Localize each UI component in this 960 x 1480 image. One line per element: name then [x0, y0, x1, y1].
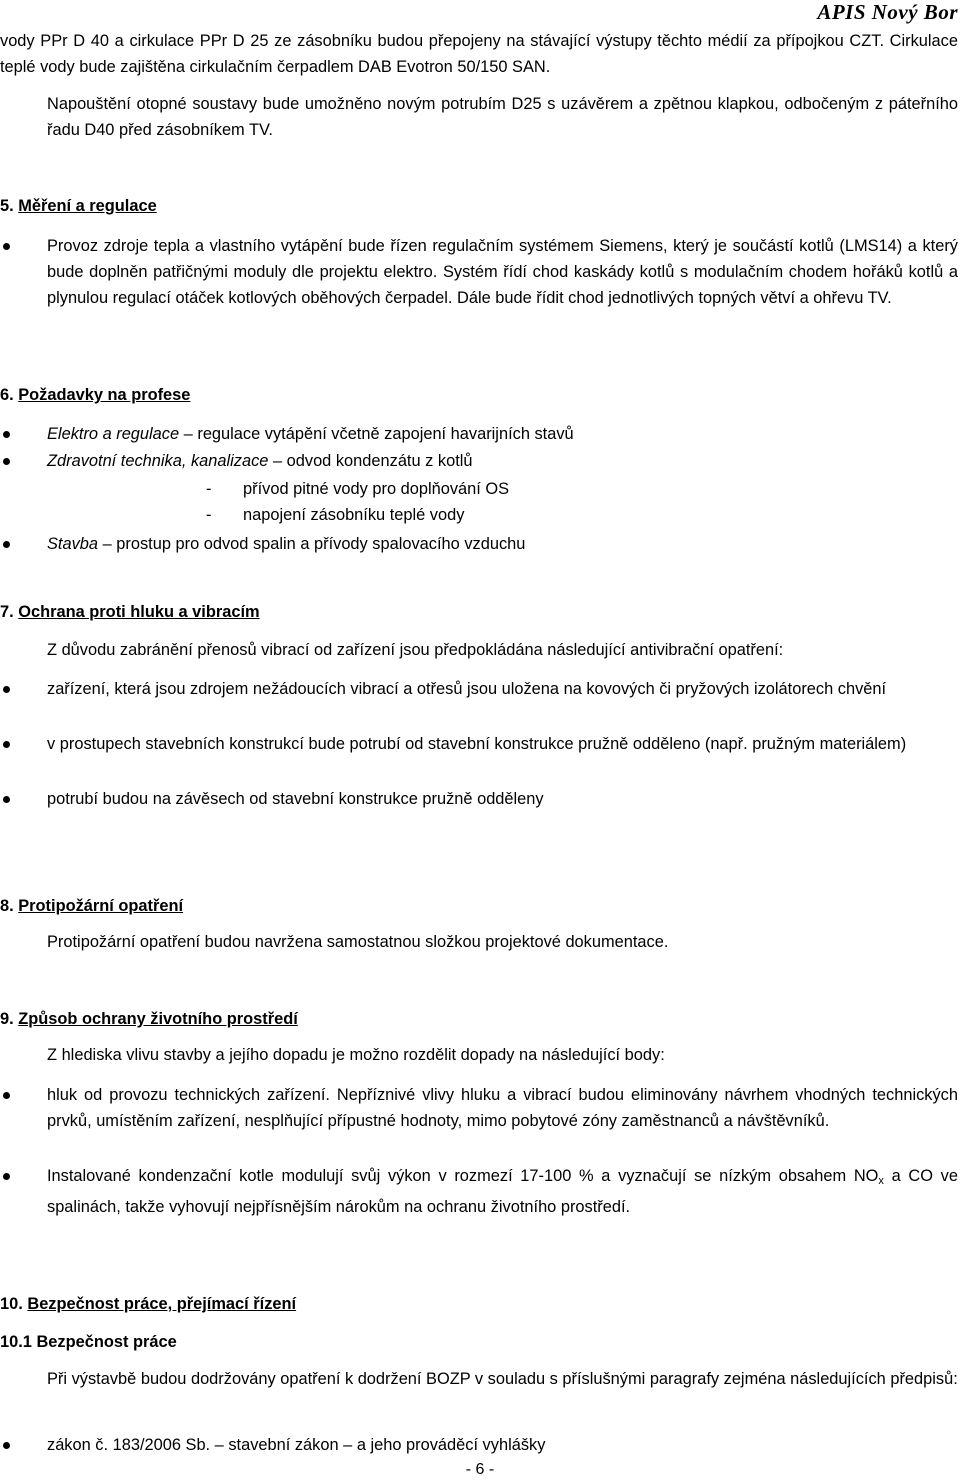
- company-header: APIS Nový Bor: [817, 0, 958, 24]
- intro-paragraph-2-text: Napouštění otopné soustavy bude umožněno novým potrubím D25 s uzávěrem a zpětnou klapkou, odbočeným z páteřního řadu D40 před zásobníkem TV.: [47, 95, 958, 139]
- profession-item-construction: [0, 531, 958, 557]
- bullet-icon: [3, 541, 10, 548]
- profession-text: regulace vytápění včetně zapojení havarijních stavů: [197, 425, 574, 443]
- bullet-icon: [3, 243, 10, 250]
- section-10-text: Při výstavbě budou dodržovány opatření k dodržení BOZP v souladu s příslušnými paragrafy zejména následujících předpisů:: [47, 1370, 958, 1388]
- profession-item-electro: [0, 421, 958, 447]
- list-item-text: zařízení, která jsou zdrojem nežádoucích vibrací a otřesů jsou uložena na kovových či pryžových izolátorech chvění: [47, 680, 887, 698]
- dash: -: [206, 480, 212, 498]
- section-7-intro: [0, 637, 958, 663]
- profession-text: prostup pro odvod spalin a přívody spalovacího vzduchu: [116, 535, 526, 553]
- list-item-text: v prostupech stavebních konstrukcí bude potrubí od stavební konstrukce pružně odděleno (např. pružným materiálem): [47, 735, 907, 753]
- paragraph-text: Z důvodu zabránění přenosů vibrací od zařízení jsou předpokládána následující antivibrační opatření:: [47, 641, 784, 659]
- subscript: x: [878, 1175, 884, 1187]
- vibration-item: [0, 731, 958, 757]
- list-item-text-a: Instalované kondenzační kotle modulují svůj výkon v rozmezí 17-100 % a vyznačují se nízkým obsahem NO: [47, 1167, 879, 1185]
- profession-term: Zdravotní technika, kanalizace: [47, 452, 269, 470]
- bullet-icon: [3, 431, 10, 438]
- vibration-item: [0, 676, 958, 702]
- list-item-text: zákon č. 183/2006 Sb. – stavební zákon – a jeho prováděcí vyhlášky: [47, 1436, 546, 1454]
- paragraph-text: Protipožární opatření budou navržena samostatnou složkou projektové dokumentace.: [47, 933, 669, 951]
- profession-term: Stavba: [47, 535, 99, 553]
- section-9-heading: [0, 1006, 958, 1032]
- page-number: - 6 -: [465, 1461, 495, 1478]
- section-9-intro: [0, 1042, 958, 1068]
- bullet-icon: [3, 741, 10, 748]
- regulation-item: [0, 1432, 958, 1458]
- list-item-text: hluk od provozu technických zařízení. Nepříznivé vlivy hluku a vibrací budou eliminovány návrhem vhodných technických prvků, umístěním zařízení, nesplňující přípustné hodnoty, mimo pobytové zóny zaměstnanců a návštěvníků.: [47, 1086, 958, 1130]
- section-number: 7.: [0, 603, 14, 621]
- bullet-icon: [3, 1173, 10, 1180]
- environment-item: [0, 1163, 958, 1220]
- section-number: 5.: [0, 197, 14, 215]
- bullet-icon: [3, 686, 10, 693]
- profession-item-plumbing: [0, 448, 958, 474]
- section-number: 10.: [0, 1295, 23, 1313]
- section-number: 6.: [0, 386, 14, 404]
- list-item-text-b: a CO ve spalinách, takže vyhovují nejpřísnějším nárokům na ochranu životního prostředí.: [47, 1167, 958, 1216]
- section-title: Bezpečnost práce, přejímací řízení: [27, 1295, 297, 1313]
- section-5-heading: [0, 193, 958, 219]
- vibration-item: [0, 786, 958, 812]
- dash: -: [206, 506, 212, 524]
- sub-item-text: přívod pitné vody pro doplňování OS: [243, 480, 510, 498]
- section-title: Protipožární opatření: [18, 897, 184, 915]
- separator: –: [179, 425, 198, 443]
- sub-item-text: napojení zásobníku teplé vody: [243, 506, 465, 524]
- intro-paragraph-2: [0, 91, 958, 143]
- section-title: Způsob ochrany životního prostředí: [18, 1010, 298, 1028]
- list-item-text: potrubí budou na závěsech od stavební konstrukce pružně odděleny: [47, 790, 544, 808]
- section-title: Požadavky na profese: [18, 386, 191, 404]
- bullet-icon: [3, 1092, 10, 1099]
- section-number: 8.: [0, 897, 14, 915]
- bullet-icon: [3, 796, 10, 803]
- section-5-bullet: [0, 233, 958, 311]
- section-8-text: [0, 929, 958, 955]
- bullet-icon: [3, 1442, 10, 1449]
- profession-term: Elektro a regulace: [47, 425, 180, 443]
- intro-paragraph-1: vody PPr D 40 a cirkulace PPr D 25 ze zásobníku budou přepojeny na stávající výstupy těchto médií za přípojkou CZT. Cirkulace teplé vody bude zajištěna cirkulačním čerpadlem DAB Evotron 50/150 SAN.: [0, 32, 958, 76]
- section-number: 9.: [0, 1010, 14, 1028]
- profession-text: odvod kondenzátu z kotlů: [286, 452, 473, 470]
- bullet-icon: [3, 458, 10, 465]
- section-6-heading: [0, 382, 958, 408]
- section-8-heading: [0, 893, 958, 919]
- separator: –: [98, 535, 117, 553]
- section-title: Ochrana proti hluku a vibracím: [18, 603, 260, 621]
- section-10-heading: [0, 1291, 958, 1317]
- environment-item: [0, 1082, 958, 1134]
- list-item-text: Provoz zdroje tepla a vlastního vytápění bude řízen regulačním systémem Siemens, který je součástí kotlů (LMS14) a který bude doplněn patřičnými moduly dle projektu elektro. Systém řídí chod kaskády kotlů s modulačním chodem hořáků kotlů a plynulou regulací otáček kotlových oběhových čerpadel. Dále bude řídit chod jednotlivých topných větví a ohřevu TV.: [47, 237, 958, 307]
- section-title: Měření a regulace: [18, 197, 157, 215]
- subsection-10-1-heading: 10.1 Bezpečnost práce: [0, 1333, 177, 1351]
- paragraph-text: Z hlediska vlivu stavby a jejího dopadu je možno rozdělit dopady na následující body:: [47, 1046, 665, 1064]
- separator: –: [268, 452, 287, 470]
- sub-item: [206, 502, 464, 528]
- section-7-heading: [0, 599, 958, 625]
- sub-item: [206, 476, 509, 502]
